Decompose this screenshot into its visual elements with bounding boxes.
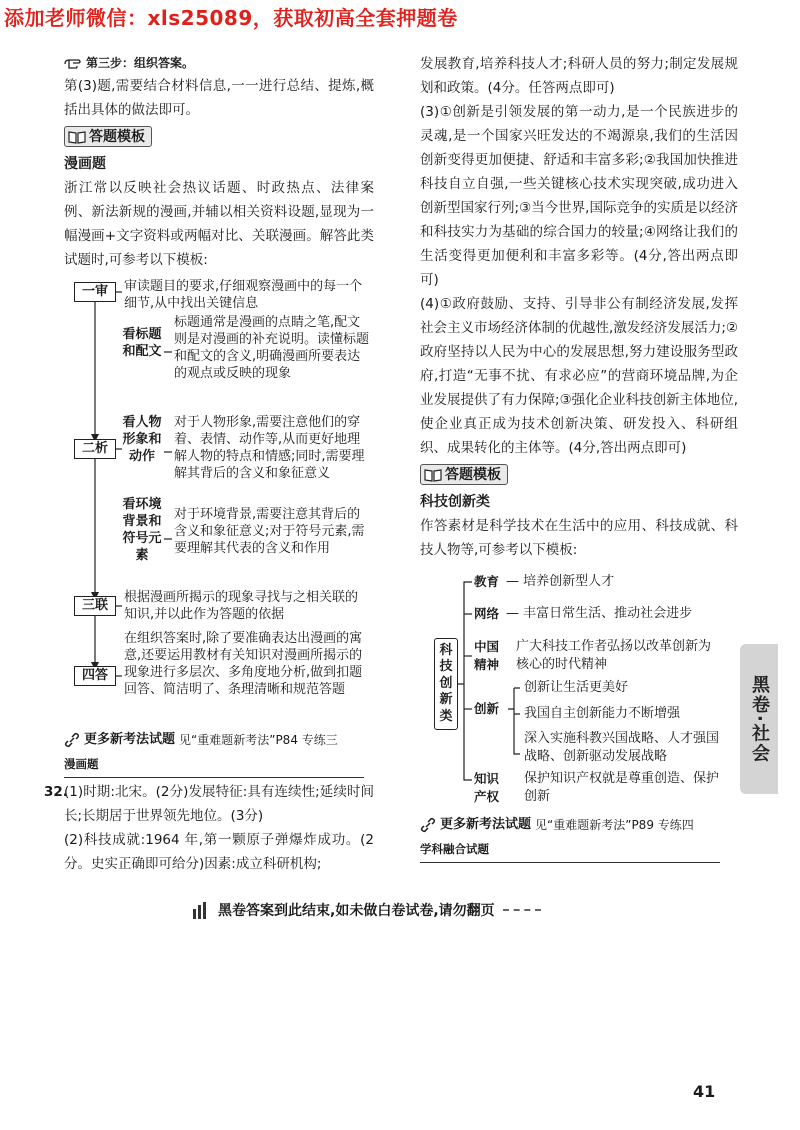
comic-intro: 浙江常以反映社会热议话题、时政热点、法律案例、新法新规的漫画,并辅以相关资料设题,显现为一幅漫画+文字资料或两幅对比、关联漫画。解答此类试题时,可参考以下模板: [64, 179, 374, 268]
innovation-label: 创新 [474, 700, 500, 716]
q32-part2-continued: 发展教育,培养科技人才;科研人员的努力;制定发展规划和政策。(4分。任答两点即可) [420, 56, 738, 96]
spirit-label: 中国精神 [474, 638, 500, 672]
tech-section-title: 科技创新类 [420, 493, 490, 510]
innovation-item-3: 深入实施科教兴国战略、人才强国战略、创新驱动发展战略 [524, 730, 720, 764]
more-questions-right-sub: 学科融合试题 [420, 837, 720, 863]
sub-environment-label: 看环境背景和符号元素 [122, 496, 162, 563]
stage-three-text: 根据漫画所揭示的现象寻找与之相关联的知识,并以此作为答题的依据 [124, 589, 359, 622]
question-number: 32. [44, 783, 68, 800]
bars-icon [192, 901, 212, 919]
stage-one-box: 一审 [74, 282, 116, 302]
open-book-icon [68, 130, 86, 144]
sub-character-text: 对于人物形象,需要注意他们的穿着、表情、动作等,从而更好地理解人物的特点和情感;同时,需要理解其背后的含义和象征意义 [174, 414, 365, 481]
more-questions-left[interactable]: 更多新考法试题 见“重难题新考法”P84 专练三 [64, 728, 374, 752]
more-questions-left-sub: 漫画题 [64, 752, 364, 778]
section-side-tab: 黑卷·社会 [740, 644, 778, 794]
sub-character-label: 看人物形象和动作 [122, 414, 162, 464]
comic-section-title: 漫画题 [64, 155, 106, 172]
edu-text: — 培养创新型人才 [506, 573, 615, 589]
end-of-answers-note: 黑卷答案到此结束,如未做白卷试卷,请勿翻页 [192, 900, 541, 920]
network-label: 网络 [474, 605, 500, 621]
step-three-label: 第三步：组织答案。 [64, 52, 374, 74]
tech-category-box: 科技创新类 [434, 638, 458, 730]
comic-answer-diagram [64, 274, 374, 724]
sub-title-caption-label: 看标题和配文 [122, 326, 162, 359]
step-three-text: 第(3)题,需要结合材料信息,一一进行总结、提炼,概括出具体的做法即可。 [64, 78, 374, 118]
open-book-icon [424, 468, 442, 482]
ip-label: 知识产权 [474, 770, 500, 804]
stage-four-text: 在组织答案时,除了要准确表达出漫画的寓意,还要运用教材有关知识对漫画所揭示的现象进行多层次、多角度地分析,做到扣题回答、简洁明了、条理清晰和规范答题 [124, 630, 363, 697]
template-header-right: 答题模板 [420, 464, 508, 485]
stage-two-box: 二析 [74, 439, 116, 459]
edu-label: 教育 [474, 573, 500, 589]
sub-environment-text: 对于环境背景,需要注意其背后的含义和象征意义;对于符号元素,需要理解其代表的含义和作用 [174, 506, 365, 556]
q32-part1: (1)时期:北宋。(2分)发展特征:具有连续性;延续时间长;长期居于世界领先地位。(3分) [64, 783, 374, 824]
stage-three-box: 三联 [74, 596, 116, 616]
right-column [420, 52, 738, 865]
q32-part4: (4)①政府鼓励、支持、引导非公有制经济发展,发挥社会主义市场经济体制的优越性,激发经济发展活力;②政府坚持以人民为中心的发展思想,努力建设服务型政府,打造“无事不扰、有求必应”的营商环境品牌,为企业发展提供了有力保障;③强化企业科技创新主体地位,使企业真正成为技术创新决策、研发投入、科研组织、成果转化的主体等。(4分,答出两点即可) [420, 296, 738, 456]
q32-part3: (3)①创新是引领发展的第一动力,是一个民族进步的灵魂,是一个国家兴旺发达的不竭源泉,我们的生活因创新变得更加便捷、舒适和丰富多彩;②我国加快推进科技自立自强,一些关键核心技术实现突破,成功进入创新型国家行列;③当今世界,国际竞争的实质是以经济和科技实力为基础的综合国力的较量;④网络让我们的生活变得更加便利和丰富多彩等。(4分,答出两点即可) [420, 104, 738, 288]
link-icon [64, 732, 80, 748]
template-header: 答题模板 [64, 126, 152, 147]
spirit-text: 广大科技工作者弘扬以改革创新为核心的时代精神 [516, 638, 712, 672]
tech-innovation-diagram [420, 564, 738, 809]
tech-intro: 作答素材是科学技术在生活中的应用、科技成就、科技人物等,可参考以下模板: [420, 517, 738, 558]
question-32 [44, 780, 374, 876]
more-questions-right[interactable]: 更多新考法试题 见“重难题新考法”P89 专练四 [420, 813, 738, 837]
innovation-item-2: 我国自主创新能力不断增强 [524, 705, 681, 721]
q32-part2: (2)科技成就:1964 年,第一颗原子弹爆炸成功。(2分。史实正确即可给分)因素:成立科研机构; [64, 831, 374, 872]
page-number: 41 [693, 1082, 716, 1101]
dashed-rule [503, 909, 541, 911]
network-text: — 丰富日常生活、推动社会进步 [506, 605, 693, 621]
watermark-banner: 添加老师微信：xls25089，获取初高全套押题卷 [4, 6, 458, 30]
link-icon [420, 817, 436, 833]
ip-text: 保护知识产权就是尊重创造、保护创新 [524, 770, 720, 804]
innovation-item-1: 创新让生活更美好 [524, 679, 629, 695]
sub-title-caption-text: 标题通常是漫画的点睛之笔,配文则是对漫画的补充说明。读懂标题和配文的含义,明确漫画所要表达的观点或反映的现象 [174, 314, 370, 381]
stage-four-box: 四答 [74, 666, 116, 686]
pointing-hand-icon [64, 56, 82, 70]
stage-one-text: 审读题目的要求,仔细观察漫画中的每一个细节,从中找出关键信息 [124, 278, 363, 311]
left-column [44, 52, 374, 876]
